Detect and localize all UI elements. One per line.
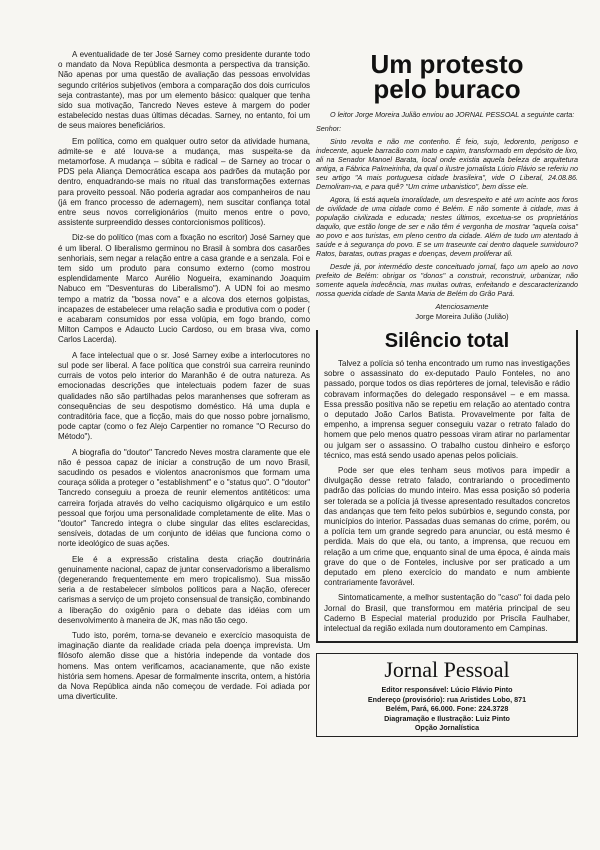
masthead-address: Endereço (provisório): rua Aristides Lobo, 871 <box>367 694 527 704</box>
article-paragraph: Ele é a expressão cristalina desta criação doutrinária genuinamente nacional, capaz de juntar conservadorismo a liberalismo (degenerando frequentemente em mero tropicalismo). Sua missão seria a de restabelecer símbolos políticos para a Nação, oferecer carismas a serviço de um projeto consensual de transição, combinando a liberação do oxigênio para o debate das idéias com um desenvolvimento à maneira de JK, mas não tão cego. <box>58 554 310 625</box>
masthead-layout: Diagramação e Ilustração: Luiz Pinto <box>384 713 510 723</box>
reader-letter <box>316 124 578 298</box>
article-paragraph: A face intelectual que o sr. José Sarney exibe a interlocutores no sul pode ser liberal. A face política que constrói sua carreira reunindo currais de votos pelo interior do Maranhão é de outra natureza. As emocionadas descrições que intelectuais podem fazer de suas qualidades não são partilhadas pelos maranhenses que sofreram as consequências de seu despotismo doméstico. Há uma dupla e contraditória face, que a ficção, mais do que nosso pobre jornalismo, pode captar (como o fez Alejo Carpentier no romance "O Recurso do Método"). <box>58 350 310 442</box>
letter-paragraph: Desde já, por intermédio deste conceituado jornal, faço um apelo ao novo prefeito de Belém: obrigar os "donos" a construir, reconstruir, urbanizar, não somente aquela indecência, mas muitas outras, enfeitando e descaracterizando nossa querida cidade de Santa Maria de Belém do Grão Pará. <box>316 262 578 298</box>
masthead-tag: Opção Jornalística <box>414 723 480 733</box>
masthead-box <box>316 653 578 737</box>
letter-signoff <box>346 302 578 322</box>
letter-paragraph: Agora, lá está aquela imoralidade, um desrespeito e até um acinte aos foros de civilidade de uma cidade como é Belém. E não somente à cidade, mas à população civilizada e educada; nestes últimos, excetua-se os proprietários daquilo, que estão longe de ser e não têm é vergonha de mostrar "aquela coisa" ao povo e aos turistas, em pleno centro da cidade. Além de tudo um atentado à saúde e à segurança do povo. E se um traseunte cai dentro daquele sumidouro? Ratos, baratas, outras pragas e doenças, devem proliferar ali. <box>316 195 578 258</box>
letter-intro: O leitor Jorge Moreira Julião enviou ao JORNAL PESSOAL a seguinte carta: <box>330 110 575 119</box>
box-paragraph: Pode ser que eles tenham seus motivos para impedir a divulgação desse retrato falado, contrariando o procedimento padrão das polícias do mundo inteiro. Mas essa posição só poderia ser tolerada se a polícia já tivesse apresentado resultados concretos das andanças que tem feito pelos subúrbios e, segundo consta, por municípios do interior. Passadas duas semanas do crime, porém, ou a polícia tem um grande segredo para anunciar, ou está mesmo é perdida. Mais do que ela, ou tanto, a imprensa, que recuou em relação a um crime que, enquanto sinal de uma época, é ainda mais grave do que o de Fonteles, inclusive por ser praticado a um deputado em pleno exercício do mandato e num ambiente contrariamente favorável. <box>324 466 570 588</box>
silence-headline: Silêncio total <box>384 330 510 352</box>
article-paragraph: A biografia do "doutor" Tancredo Neves mostra claramente que ele não é pessoa capaz de iniciar a construção de um novo Brasil, sacudindo os pesados e violentos anacronismos que formam uma couraça sólida a proteger o "establishment" e o "status quo". O "doutor" Tancredo conseguiu a proeza de reunir elementos antitéticos: uma carreira forjada através do velho caciquismo oligárquico e um estilo pessoal que forjou uma personalidade completamente de elite. Mas o "doutor" Tancredo integra o clube singular das elites esclarecidas, sensíveis, dotadas de um conjunto de idéias que funciona como o norte ideológico de suas ações. <box>58 447 310 549</box>
headline-line-1: Um protesto <box>370 49 524 79</box>
silence-box <box>316 330 578 643</box>
masthead-logo: Jornal Pessoal <box>384 657 510 683</box>
article-paragraph: A eventualidade de ter José Sarney como presidente durante todo o mandato da Nova República desmonta a perspectiva da transição. Não apenas por uma questão de avaliação das pessoas envolvidas segundo critérios subjetivos (embora a comparação dos dois curriculos seja contrastante), mas por um elemento básico: qualquer que tenha sido sua motivação, Tancredo Neves esteve à margem do poder estabelecido nestas duas últimas décadas. Sarney, no entanto, foi um de seus maiores beneficiários. <box>58 50 310 131</box>
article-paragraph: Diz-se do político (mas com a fixação no escritor) José Sarney que é um liberal. O liberalismo germinou no Brasil à sombra dos casarões senhoriais, sem negar a relação entre a casa grande e a senzala. Foi e tem sido um produto para consumo externo (como mostrou esplendidamente Marco Aurélio Nogueira, examinando Joaquim Nabuco em "Desventuras do Liberalismo"). A UDN foi ao mesmo tempo a matriz da "bossa nova" e a alcova dos eternos golpistas, incapazes de estabelecer uma relação sadia e produtiva com o poder ( e acabaram consumidos por essa volúpia, em fogo brando, como Milton Campos e Adaucto Lucio Cardoso, ou em brasa viva, como Carlos Lacerda). <box>58 233 310 345</box>
right-column <box>316 49 578 737</box>
masthead-editor: Editor responsável: Lúcio Flávio Pinto <box>381 685 513 695</box>
letter-closing: Atenciosamente <box>435 302 489 311</box>
left-column <box>58 50 310 707</box>
letter-paragraph: Sinto revolta e não me contenho. É feio, sujo, ledorento, perigoso e indecente, aquele barracão com mato e capim, transformado em depósito de lixo, ali na Senador Manoel Barata, local onde existia aquela beleza de arquitetura antiga, a Fábrica Palmeirinha, da qual o ilustre jornalista Lúcio Flávio se referiu no seu artigo "A mais portuguesa cidade brasileira", vide O Liberal, 24.08.86. Demoliram-na, e para quê? "Um crime urbanistico", bem disse ele. <box>316 137 578 191</box>
letter-signature: Jorge Moreira Julião (Julião) <box>415 312 509 321</box>
article-paragraph: Em política, como em qualquer outro setor da atividade humana, admite-se e até louva-se a mudança, mas suspeita-se da metamorfose. A mudança – súbita e radical – de Sarney ao trocar o PDS pela Aliança Democrática escapa aos padrões da mutação por dentro, enquadrando-se mais no ritual das transformações externas para proveito pessoal. Não poderia agradar aos companheiros de nau (já em franco processo de adernagem), nem suscitar confiança total entre seus novos correligionários (muito menos entre o povo, assistente surpreendido desses contorcionismos políticos). <box>58 136 310 228</box>
box-paragraph: Talvez a polícia só tenha encontrado um rumo nas investigações sobre o assassinato do ex-deputado Paulo Fonteles, no ano passado, porque todos os dias repórteres de jornal, televisão e rádio cobravam informações do delegado responsável – e em massa. Essa pressão positiva não se repetiu em relação ao atentado contra o deputado João Carlos Batista. Provavelmente por falta de empenho, a imprensa seguer conseguiu vazar o retrato falado do homem que pelo menos quatro pessoas viram atirar no parlamentar ou julgam ser o assassino. O trabalho custou dinheiro e esforço técnico, mas está sendo usado apenas pelos policiais. <box>324 359 570 460</box>
masthead-city: Belém, Pará, 66.000. Fone: 224.3728 <box>385 704 509 714</box>
letter-salutation: Senhor: <box>316 124 342 133</box>
headline-line-2: pelo buraco <box>373 74 521 104</box>
article-paragraph: Tudo isto, porém, torna-se devaneio e exercício masoquista de imaginação diante da realidade criada pela doença imprevista. Um filósofo alemão disse que a história independe da vontade dos homens. Mas ontem verificamos, acacianamente, que não existe história sem homens. Apesar de formalmente inscrita, ontem, a história da Nova República ainda não começou de verdade. Foi adiada por uma diverticulite. <box>58 630 310 702</box>
box-paragraph: Sintomaticamente, a melhor sustentação do "caso" foi dada pelo Jornal do Brasil, que transformou em matéria principal de seu Caderno B Especial material produzido por Priscila Faulhaber, intelectual da região exilada num doutoramento em Campinas. <box>324 593 570 634</box>
protest-headline <box>316 49 578 104</box>
